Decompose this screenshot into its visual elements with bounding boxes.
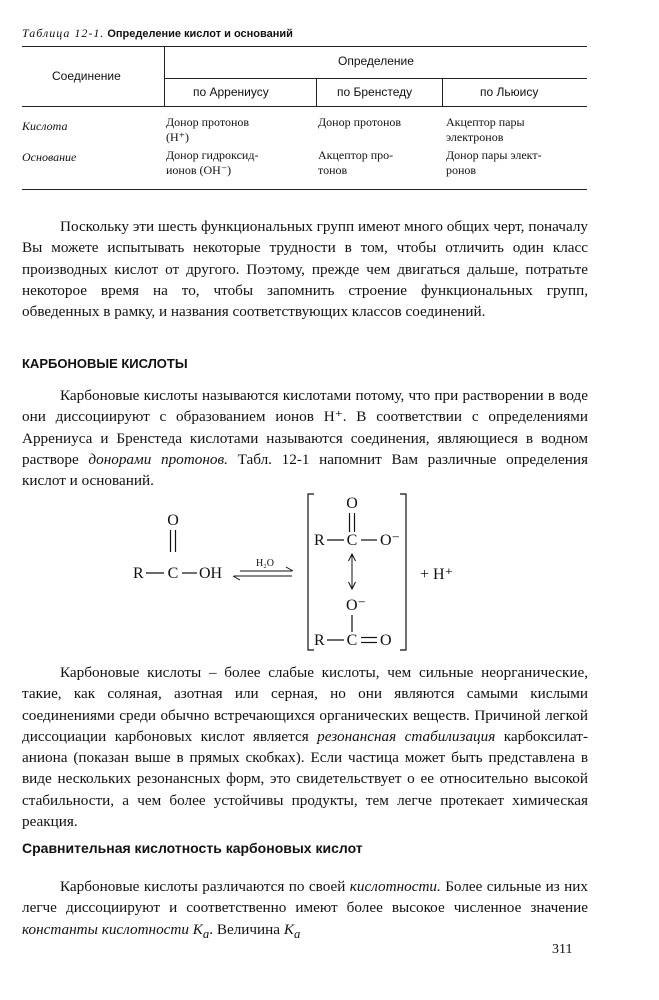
cell-line: (Н⁺) (166, 130, 189, 144)
section-heading-carboxylic-acids: КАРБОНОВЫЕ КИСЛОТЫ (22, 356, 188, 371)
header-bronsted: по Бренстеду (337, 85, 413, 99)
reverse-arrowhead (233, 576, 240, 580)
paragraph-text: Более сильные из них легче диссоциируют и соответственно имеют более высокое численное значение (22, 878, 588, 917)
row-acid-arrhenius (166, 115, 249, 145)
cell-line: тонов (318, 163, 348, 177)
reagent-label: H₂O (256, 558, 274, 569)
page-number: 311 (552, 942, 573, 957)
acid-c: C (167, 565, 179, 582)
left-bracket (308, 494, 314, 650)
paragraph-text: . Величина (209, 920, 284, 938)
cell-line: электронов (446, 130, 504, 144)
res1-r: R (314, 532, 325, 549)
res1-c: C (346, 532, 358, 549)
paragraph-text: карбоксилат-аниона (показан выше в прямых скобках). Если частица может быть представлена в виде нескольких резонансных форм, это свидетельствует о ее относительно высокой стабильности, а чем более устойчивы продукты, тем легче протекает химическая реакция. (22, 727, 589, 831)
table-caption-label: Таблица 12-1. (22, 26, 105, 40)
res2-o: O (380, 632, 392, 649)
res2-c: C (346, 632, 358, 649)
header-compound: Соединение (52, 69, 121, 83)
table-divider (442, 78, 443, 106)
row-acid-lewis (446, 115, 525, 145)
header-arrhenius: по Аррениусу (193, 85, 269, 99)
table-bottom-rule (22, 189, 587, 190)
row-acid-bronsted (318, 115, 401, 130)
row-base-name: Основание (22, 150, 77, 164)
acid-r: R (133, 565, 144, 582)
paragraph-text: Поскольку эти шесть функциональных групп имеют много общих черт, поначалу Вы можете испытывать некоторые трудности в том, чтобы отличить один класс производных кислот от другого. Поэтому, прежде чем двигаться дальше, потратьте некоторое время на то, чтобы запомнить строение функциональных групп, обведенных в рамку, и названия соответствующих классов соединений. (22, 218, 588, 321)
paragraph-resonance (22, 662, 588, 832)
cell-line: ионов (ОН⁻) (166, 163, 232, 177)
paragraph-text: Табл. 12-1 напомнит Вам различные определения кислот и оснований. (22, 450, 588, 490)
cell-line: Донор гидроксид- (166, 148, 259, 162)
row-base-arrhenius (166, 148, 258, 178)
res2-o-minus: O⁻ (346, 597, 366, 614)
forward-arrowhead (286, 567, 293, 571)
plus-proton: + H⁺ (420, 566, 454, 583)
acid-carbonyl-o: O (167, 512, 179, 529)
table-subheader-rule (164, 78, 587, 79)
paragraph-text: Карбоновые кислоты различаются по своей (60, 878, 350, 895)
table-caption-title: Определение кислот и оснований (107, 28, 293, 40)
table-caption (22, 26, 293, 41)
res2-r: R (314, 632, 325, 649)
section-heading-acidity: Сравнительная кислотность карбоновых кислот (22, 840, 363, 856)
table-divider (316, 78, 317, 106)
paragraph-carboxylic-acids (22, 385, 588, 491)
cell-line: Акцептор про- (318, 148, 394, 162)
table-divider (164, 46, 165, 106)
carboxylic-acid-dissociation-equation (0, 480, 659, 660)
row-acid-name: Кислота (22, 119, 68, 133)
paragraph-italic: резонансная стабилизация (317, 727, 496, 745)
res1-carbonyl-o: O (346, 495, 358, 512)
paragraph-text: Карбоновые кислоты – более слабые кислоты, чем сильные неорганические, такие, как соляная, азотная или серная, но они являются самыми кислыми соединениями среди обычно встречающихся органических веществ. Причиной легкой диссоциации карбоновых кислот является (22, 664, 588, 745)
right-bracket (400, 494, 406, 650)
subscript: a (202, 926, 210, 941)
paragraph-italic: константы кислотности K (22, 920, 203, 938)
paragraph-text: Карбоновые кислоты называются кислотами потому, что при растворении в воде они диссоциируют с образованием ионов Н⁺. В соответствии с определениями Аррениуса и Бренстеда кислотами называются соединения, являющиеся в водном растворе (22, 387, 588, 468)
paragraph-italic: донорами протонов. (88, 450, 228, 468)
paragraph-italic: K (283, 920, 294, 938)
res1-o-minus: O⁻ (380, 532, 400, 549)
paragraph-italic: кислотности. (349, 878, 441, 895)
cell-line: ронов (446, 163, 477, 177)
subscript: a (293, 926, 301, 941)
table-header-rule (22, 106, 587, 107)
row-base-bronsted (318, 148, 393, 178)
cell-line: Донор протонов (166, 115, 250, 129)
cell-line: Донор пары элект- (446, 148, 542, 162)
cell-line: Акцептор пары (446, 115, 525, 129)
cell-line: Донор протонов (318, 115, 402, 129)
table-top-rule (22, 46, 587, 47)
acid-oh: OH (199, 565, 223, 582)
paragraph-acidity (22, 876, 588, 945)
header-lewis: по Льюису (480, 85, 539, 99)
row-base-lewis (446, 148, 542, 178)
paragraph-functional-groups (22, 216, 588, 322)
header-definition: Определение (338, 54, 414, 68)
